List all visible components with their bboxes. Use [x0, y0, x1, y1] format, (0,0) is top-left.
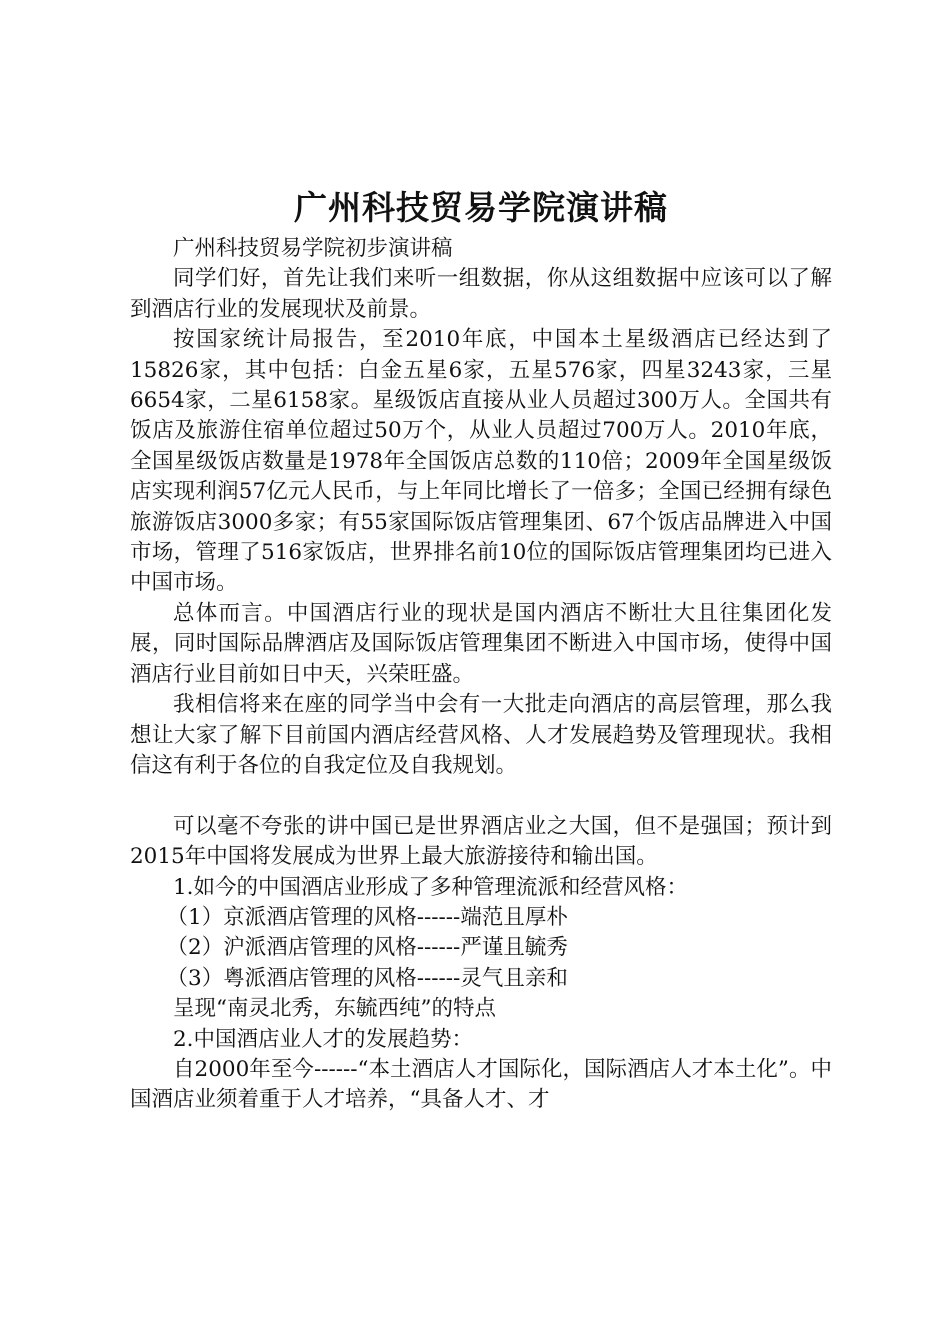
list-item-beijing: （1）京派酒店管理的风格------端范且厚朴 — [166, 904, 568, 930]
document-body — [130, 234, 832, 1116]
list-item-shanghai: （2）沪派酒店管理的风格------严谨且毓秀 — [166, 935, 568, 961]
list-heading-talent: 2.中国酒店业人才的发展趋势： — [173, 1026, 474, 1052]
paragraph-great-nation: 可以毫不夸张的讲中国已是世界酒店业之大国，但不是强国；预计到2015年中国将发展成为世界上最大旅游接待和输出国。 — [130, 813, 832, 870]
paragraph-belief: 我相信将来在座的同学当中会有一大批走向酒店的高层管理，那么我想让大家了解下目前国内酒店经营风格、人才发展趋势及管理现状。我相信这有利于各位的自我定位及自我规划。 — [130, 692, 832, 778]
paragraph-summary: 总体而言。中国酒店行业的现状是国内酒店不断壮大且往集团化发展，同时国际品牌酒店及国际饭店管理集团不断进入中国市场，使得中国酒店行业目前如日中天，兴荣旺盛。 — [130, 600, 832, 687]
document-title: 广州科技贸易学院演讲稿 — [294, 188, 668, 227]
paragraph-statistics: 按国家统计局报告，至2010年底，中国本土星级酒店已经达到了15826家，其中包括：白金五星6家，五星576家，四星3243家，三星6654家，二星6158家。星级饭店直接从业人员超过300万人。全国共有饭店及旅游住宿单位超过50万个，从业人员超过700万人。2010年底，全国星级饭店数量是1978年全国饭店总数的110倍；2009年全国星级饭店实现利润57亿元人民币，与上年同比增长了一倍多；全国已经拥有绿色旅游饭店3000多家；有55家国际饭店管理集团、67个饭店品牌进入中国市场，管理了516家饭店，世界排名前10位的国际饭店管理集团均已进入中国市场。 — [130, 327, 832, 596]
list-item-guangdong: （3）粤派酒店管理的风格------灵气且亲和 — [166, 965, 568, 991]
paragraph-characteristics: 呈现“南灵北秀，东毓西纯”的特点 — [173, 996, 496, 1022]
paragraph-subtitle: 广州科技贸易学院初步演讲稿 — [173, 236, 453, 261]
paragraph-talent-trend: 自2000年至今------“本土酒店人才国际化，国际酒店人才本土化”。中国酒店业须着重于人才培养，“具备人才、才 — [130, 1056, 832, 1113]
list-heading-styles: 1.如今的中国酒店业形成了多种管理流派和经营风格： — [173, 874, 689, 900]
paragraph-greeting: 同学们好，首先让我们来听一组数据，你从这组数据中应该可以了解到酒店行业的发展现状及前景。 — [130, 266, 832, 322]
